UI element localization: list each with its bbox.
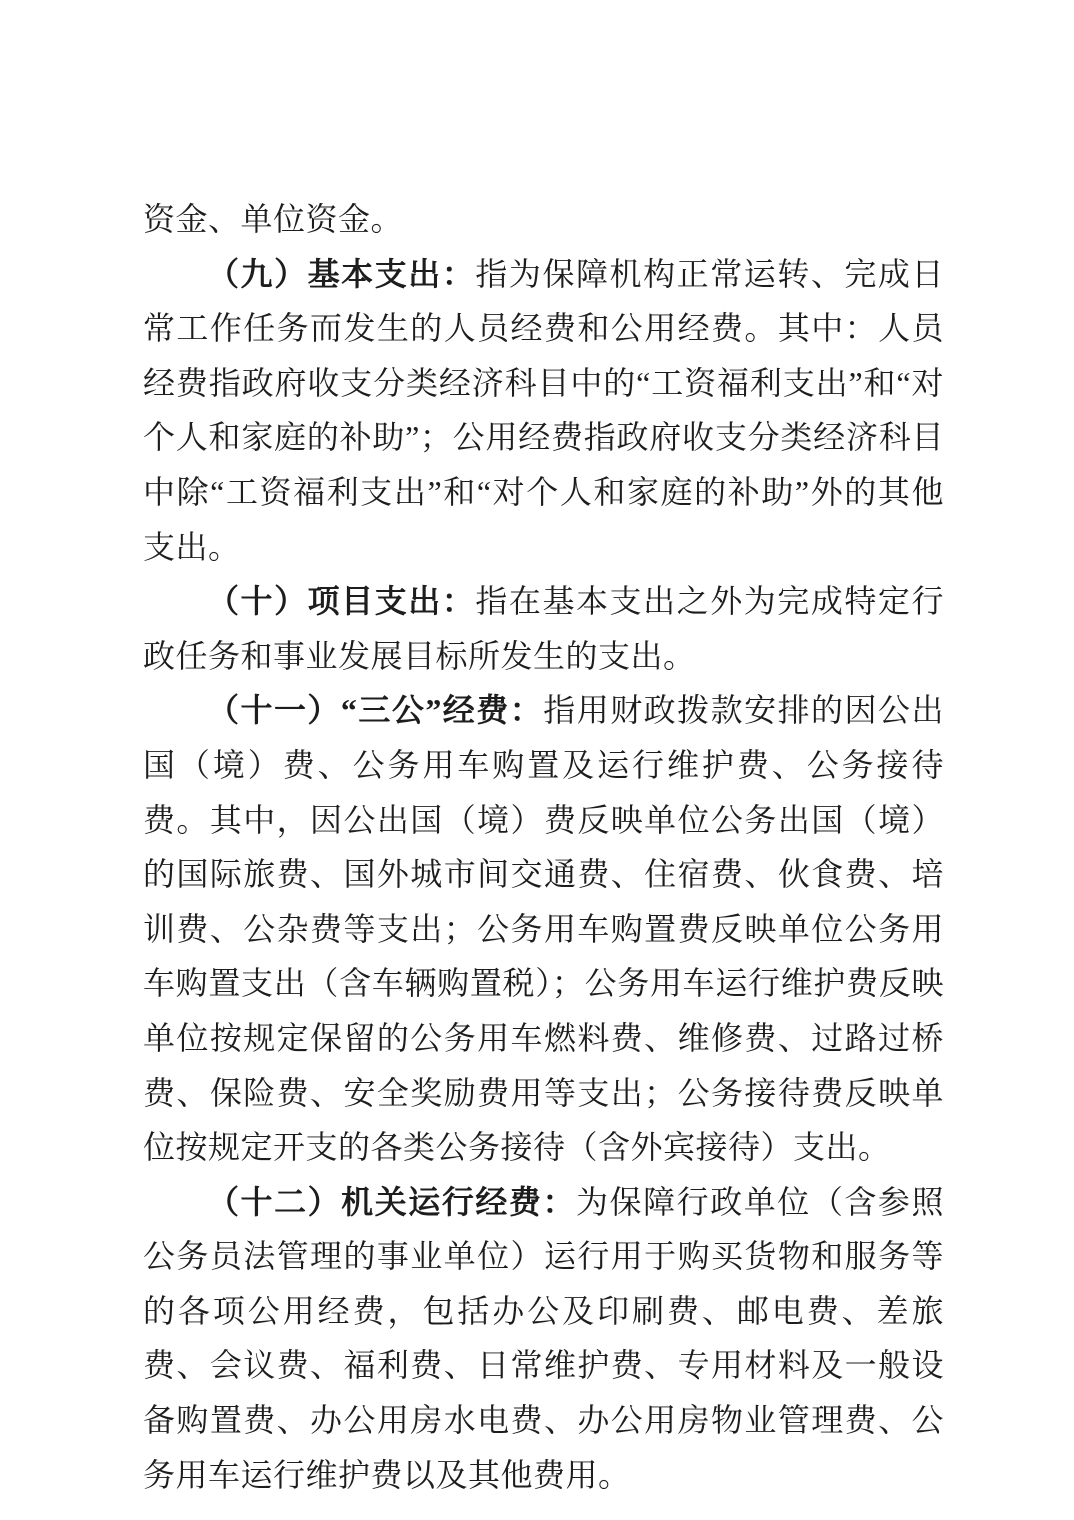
term-heading: （十）项目支出： bbox=[207, 583, 476, 620]
body-text: 为保障行政单位（含参照公务员法管理的事业单位）运行用于购买货物和服务等的各项公用经费，包括办公及印刷费、邮电费、差旅费、会议费、福利费、日常维护费、专用材料及一般设备购置费、办公用房水电费、办公用房物业管理费、公务用车运行维护费以及其他费用。 bbox=[143, 1183, 944, 1493]
paragraph bbox=[143, 192, 944, 247]
term-heading: （十二）机关运行经费： bbox=[207, 1183, 577, 1220]
body-text: 指用财政拨款安排的因公出国（境）费、公务用车购置及运行维护费、公务接待费。其中，因公出国（境）费反映单位公务出国（境）的国际旅费、国外城市间交通费、住宿费、伙食费、培训费、公杂费等支出；公务用车购置费反映单位公务用车购置支出（含车辆购置税）；公务用车运行维护费反映单位按规定保留的公务用车燃料费、维修费、过路过桥费、保险费、安全奖励费用等支出；公务接待费反映单位按规定开支的各类公务接待（含外宾接待）支出。 bbox=[143, 692, 944, 1166]
paragraph bbox=[143, 683, 944, 1174]
body-text: 指在基本支出之外为完成特定行政任务和事业发展目标所发生的支出。 bbox=[143, 583, 944, 674]
body-text: 指为保障机构正常运转、完成日常工作任务而发生的人员经费和公用经费。其中：人员经费指政府收支分类经济科目中的“工资福利支出”和“对个人和家庭的补助”；公用经费指政府收支分类经济科目中除“工资福利支出”和“对个人和家庭的补助”外的其他支出。 bbox=[143, 255, 944, 565]
body-text: 资金、单位资金。 bbox=[143, 201, 404, 237]
term-heading: （九）基本支出： bbox=[207, 255, 476, 292]
paragraph bbox=[143, 574, 944, 683]
paragraph bbox=[143, 247, 944, 575]
document-body bbox=[143, 192, 944, 1502]
term-heading: （十一）“三公”经费： bbox=[207, 692, 544, 729]
paragraph bbox=[143, 1175, 944, 1503]
